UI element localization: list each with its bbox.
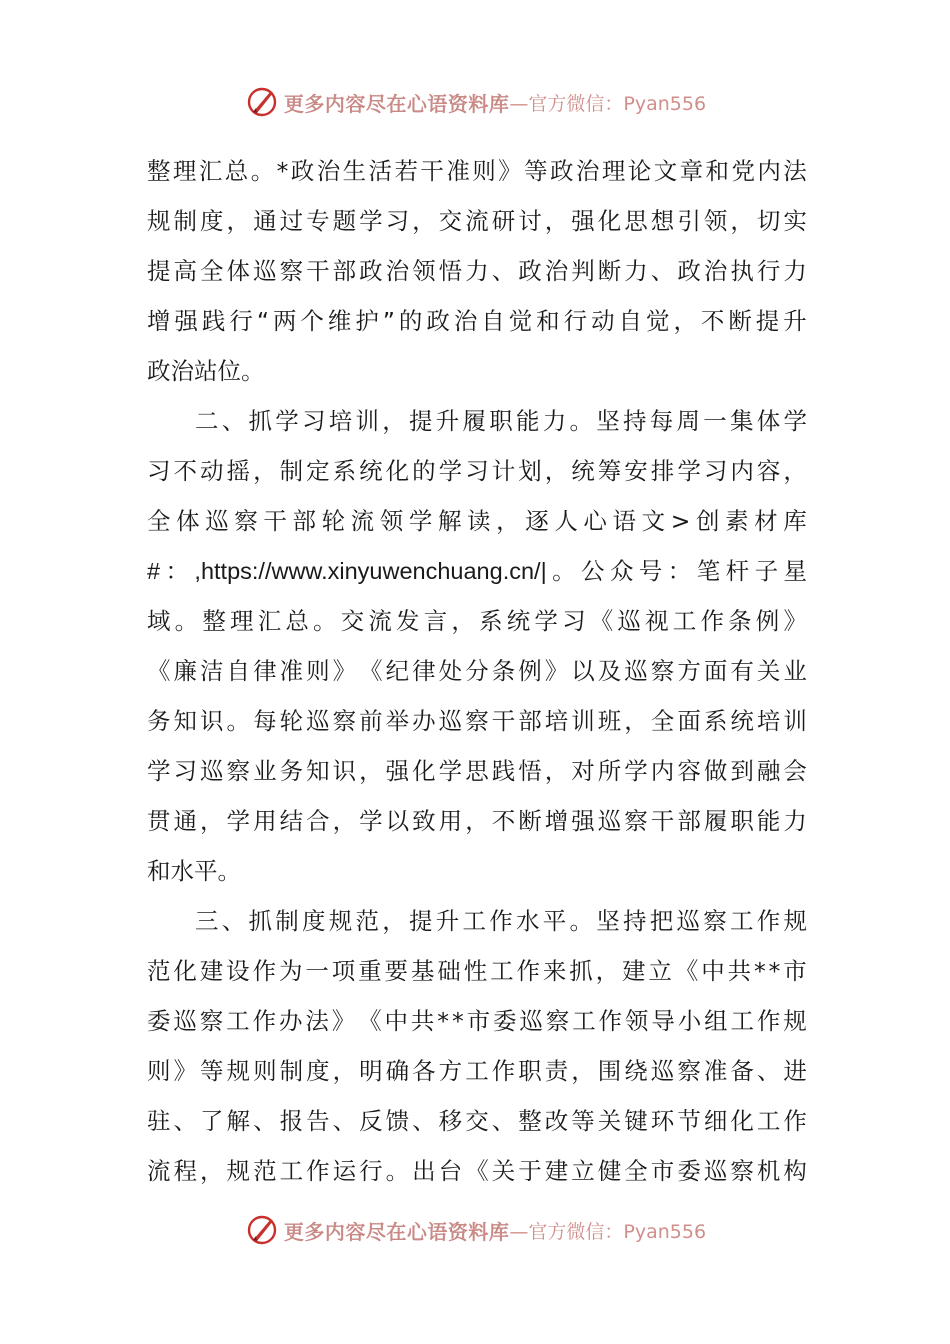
footer-banner: [0, 1208, 950, 1252]
header-contact-text: —官方微信：Pyan556: [509, 92, 707, 115]
body-line: 务 知 识 。 每 轮 巡 察 前 举 办 巡 察 干 部 培 训 班 ， 全 面 系 统 培 训: [147, 707, 807, 735]
paragraph-start-line: 三 、 抓 制 度 规 范 ， 提 升 工 作 水 平 。 坚 持 把 巡 察 工 作 规: [195, 907, 807, 935]
body-line: 全 体 巡 察 干 部 轮 流 领 学 解 读 ， 逐 人 心 语 文 > 创 素 材 库: [147, 507, 807, 535]
body-line: 学 习 巡 察 业 务 知 识 ， 强 化 学 思 践 悟 ， 对 所 学 内 容 做 到 融 会: [147, 757, 807, 785]
body-line: 《 廉 洁 自 律 准 则 》 《 纪 律 处 分 条 例 》 以 及 巡 察 方 面 有 关 业: [147, 657, 807, 685]
body-line: 提 高 全 体 巡 察 干 部 政 治 领 悟 力 、 政 治 判 断 力 、 政 治 执 行 力: [147, 257, 807, 285]
body-line: 则 》 等 规 则 制 度 ， 明 确 各 方 工 作 职 责 ， 围 绕 巡 察 准 备 、 进: [147, 1057, 807, 1085]
body-line: 驻 、 了 解 、 报 告 、 反 馈 、 移 交 、 整 改 等 关 键 环 节 细 化 工 作: [147, 1107, 807, 1135]
body-line: 和水平。: [147, 857, 241, 885]
body-line: 域 。 整 理 汇 总 。 交 流 发 言 ， 系 统 学 习 《 巡 视 工 作 条 例 》: [147, 607, 807, 635]
header-banner: [0, 80, 950, 124]
body-line: 整 理 汇 总 。 * 政 治 生 活 若 干 准 则 》 等 政 治 理 论 文 章 和 党 内 法: [147, 157, 807, 185]
body-line: 委 巡 察 工 作 办 法 》 《 中 共 * * 市 委 巡 察 工 作 领 导 小 组 工 作 规: [147, 1007, 807, 1035]
body-line: 增 强 践 行 “ 两 个 维 护 ” 的 政 治 自 觉 和 行 动 自 觉 ， 不 断 提 升: [147, 307, 807, 335]
body-line: 习 不 动 摇 ， 制 定 系 统 化 的 学 习 计 划 ， 统 筹 安 排 学 习 内 容 ，: [147, 457, 807, 485]
quill-logo-icon: [244, 84, 280, 120]
document-body: [147, 146, 807, 1196]
footer-brand-text: 更多内容尽在心语资料库: [283, 1219, 510, 1244]
body-line: 政治站位。: [147, 357, 265, 385]
body-line: 贯 通 ， 学 用 结 合 ， 学 以 致 用 ， 不 断 增 强 巡 察 干 部 履 职 能 力: [147, 807, 807, 835]
header-brand-text: 更多内容尽在心语资料库: [283, 91, 510, 116]
body-line-url: # ： ,https://www.xinyuwenchuang.cn/| 。 公 众 号 ： 笔 杆 子 星: [147, 557, 807, 585]
body-line: 范 化 建 设 作 为 一 项 重 要 基 础 性 工 作 来 抓 ， 建 立 《 中 共 * * 市: [147, 957, 807, 985]
body-line: 规 制 度 ， 通 过 专 题 学 习 ， 交 流 研 讨 ， 强 化 思 想 引 领 ， 切 实: [147, 207, 807, 235]
body-line: 流 程 ， 规 范 工 作 运 行 。 出 台 《 关 于 建 立 健 全 市 委 巡 察 机 构: [147, 1157, 807, 1185]
quill-logo-icon: [244, 1212, 280, 1248]
footer-contact-text: —官方微信：Pyan556: [509, 1220, 707, 1243]
paragraph-start-line: 二 、 抓 学 习 培 训 ， 提 升 履 职 能 力 。 坚 持 每 周 一 集 体 学: [195, 407, 807, 435]
